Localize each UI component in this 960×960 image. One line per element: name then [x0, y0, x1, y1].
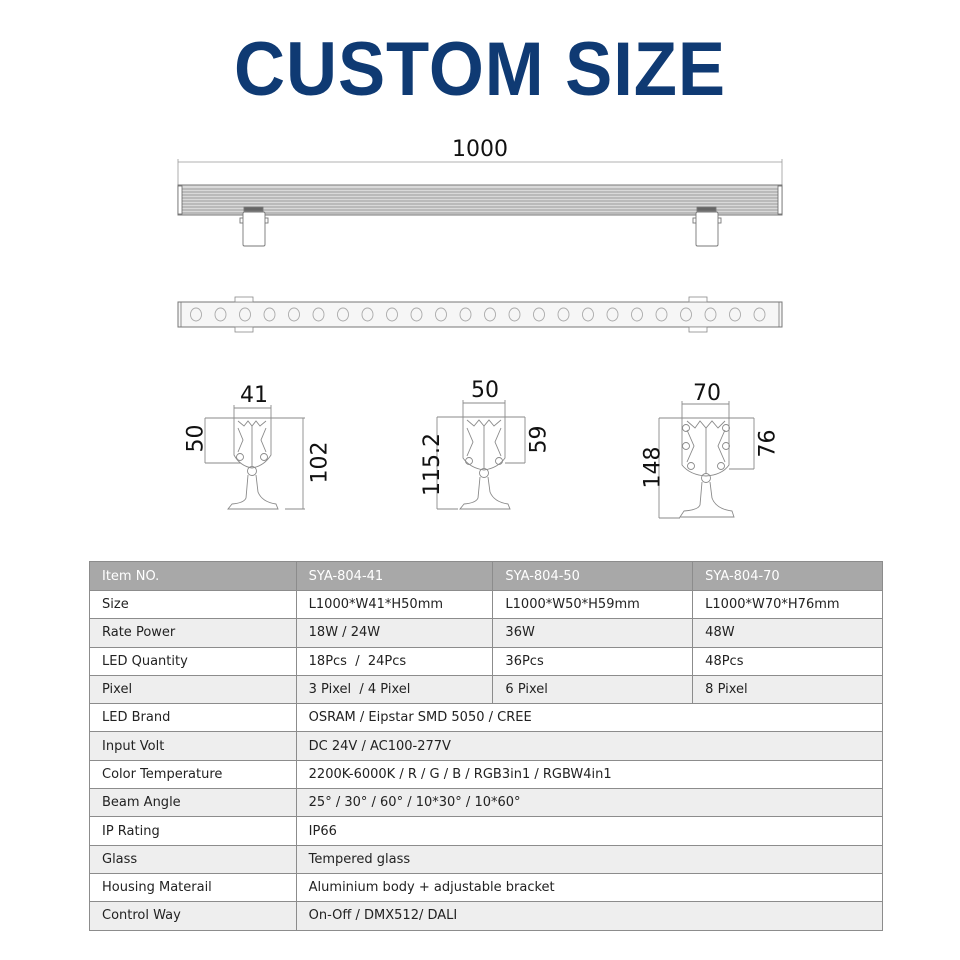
cell-value: Aluminium body + adjustable bracket: [296, 873, 882, 901]
row-label: LED Quantity: [90, 647, 297, 675]
header-model-41: SYA-804-41: [296, 562, 493, 591]
cell-value: DC 24V / AC100-277V: [296, 732, 882, 760]
cell-value: 2200K-6000K / R / G / B / RGB3in1 / RGBW4in1: [296, 760, 882, 788]
total-height-dimension-41: 102: [307, 441, 333, 484]
table-row-beam-angle: [90, 789, 883, 817]
cell-value: 18W / 24W: [296, 619, 493, 647]
row-label: Pixel: [90, 675, 297, 703]
row-label: Glass: [90, 845, 297, 873]
body-height-dimension-50: 59: [526, 425, 552, 454]
row-label: Color Temperature: [90, 760, 297, 788]
side-view-bar: [178, 185, 782, 246]
profile-50-drawing: [437, 400, 525, 509]
cell-value: 36W: [493, 619, 693, 647]
cell-value: 6 Pixel: [493, 675, 693, 703]
cell-value: OSRAM / Eipstar SMD 5050 / CREE: [296, 704, 882, 732]
cell-value: 8 Pixel: [693, 675, 883, 703]
spec-table: [89, 561, 883, 931]
body-height-dimension-41: 50: [183, 424, 209, 453]
cell-value: L1000*W70*H76mm: [693, 591, 883, 619]
front-view-bar: [178, 297, 782, 332]
header-model-50: SYA-804-50: [493, 562, 693, 591]
page-title: CUSTOM SIZE: [234, 27, 726, 112]
table-row-pixel: [90, 675, 883, 703]
table-row-housing-material: [90, 873, 883, 901]
row-label: IP Rating: [90, 817, 297, 845]
cell-value: 36Pcs: [493, 647, 693, 675]
cell-value: L1000*W50*H59mm: [493, 591, 693, 619]
table-row-led-brand: [90, 704, 883, 732]
row-label: Beam Angle: [90, 789, 297, 817]
table-row-ip-rating: [90, 817, 883, 845]
table-row-color-temperature: [90, 760, 883, 788]
total-height-dimension-50: 115.2: [419, 433, 445, 496]
cell-value: L1000*W41*H50mm: [296, 591, 493, 619]
table-row-input-volt: [90, 732, 883, 760]
table-header-row: [90, 562, 883, 591]
row-label: Rate Power: [90, 619, 297, 647]
table-row-led-quantity: [90, 647, 883, 675]
cell-value: 25° / 30° / 60° / 10*30° / 10*60°: [296, 789, 882, 817]
table-row-rate-power: [90, 619, 883, 647]
row-label: Input Volt: [90, 732, 297, 760]
table-row-size: [90, 591, 883, 619]
row-label: Size: [90, 591, 297, 619]
cell-value: IP66: [296, 817, 882, 845]
profile-41-drawing: [205, 405, 305, 509]
cell-value: 18Pcs / 24Pcs: [296, 647, 493, 675]
table-row-control-way: [90, 902, 883, 930]
body-height-dimension-70: 76: [755, 429, 781, 458]
row-label: Control Way: [90, 902, 297, 930]
width-dimension-70: 70: [693, 381, 721, 406]
profile-70-drawing: [659, 401, 754, 518]
cell-value: 3 Pixel / 4 Pixel: [296, 675, 493, 703]
cell-value: On-Off / DMX512/ DALI: [296, 902, 882, 930]
header-item-no: Item NO.: [90, 562, 297, 591]
row-label: Housing Materail: [90, 873, 297, 901]
cell-value: 48Pcs: [693, 647, 883, 675]
header-model-70: SYA-804-70: [693, 562, 883, 591]
cell-value: 48W: [693, 619, 883, 647]
total-height-dimension-70: 148: [640, 446, 666, 489]
length-dimension-label: 1000: [452, 137, 508, 162]
width-dimension-50: 50: [471, 378, 499, 403]
width-dimension-41: 41: [240, 383, 268, 408]
row-label: LED Brand: [90, 704, 297, 732]
table-row-glass: [90, 845, 883, 873]
cell-value: Tempered glass: [296, 845, 882, 873]
